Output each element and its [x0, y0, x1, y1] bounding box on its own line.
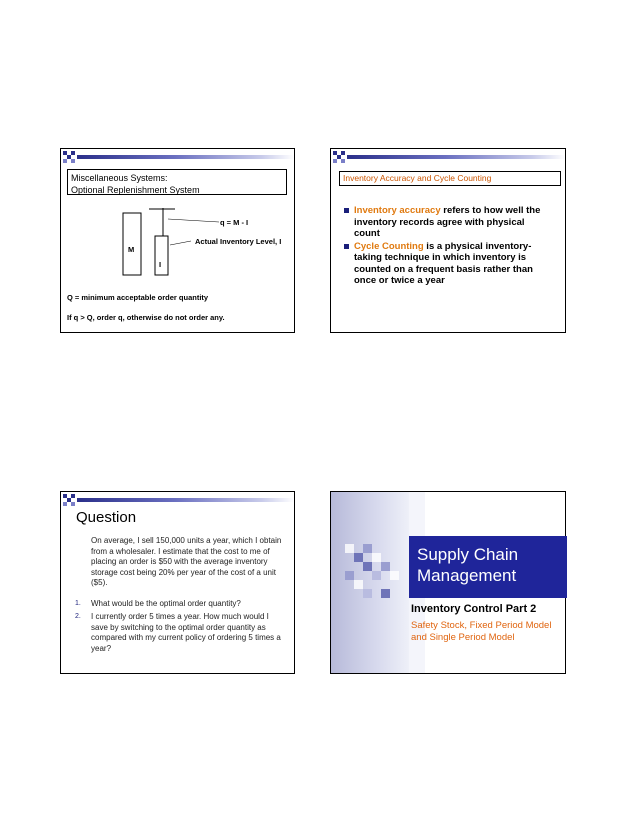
decorative-squares-icon [345, 544, 407, 606]
max-level-bar [123, 213, 141, 275]
slide-title-line2: Optional Replenishment System [71, 185, 200, 195]
presentation-title [417, 544, 518, 586]
bullet-list [343, 205, 553, 288]
bullet-text: is a physical inventory-taking technique in which inventory is counted on a frequent basis rather than once or twice a year [354, 240, 533, 286]
term-cycle-counting: Cycle Counting [354, 240, 424, 252]
term-inventory-accuracy: Inventory accuracy [354, 205, 441, 216]
title-bar [77, 498, 294, 502]
slide-question [60, 491, 295, 674]
title-bar [347, 155, 565, 159]
bullet-cycle-counting [343, 241, 553, 287]
bullet-inventory-accuracy [343, 205, 553, 240]
item-text: What would be the optimal order quantity? [91, 599, 241, 608]
slide-optional-replenishment [60, 148, 295, 333]
slide-title-supply-chain [330, 491, 566, 674]
subtitle: Inventory Control Part 2 [411, 603, 537, 615]
slide-title-line1: Miscellaneous Systems: [71, 173, 168, 183]
subtitle-topics: Safety Stock, Fixed Period Model and Single Period Model [411, 620, 552, 643]
slide-title: Question [76, 509, 137, 526]
label-i: I [159, 260, 162, 269]
title-line1: Supply Chain [417, 545, 519, 564]
item-number: 1. [75, 600, 81, 607]
checker-decoration-icon [333, 151, 347, 165]
title-line2: Management [417, 566, 517, 585]
question-intro: On average, I sell 150,000 units a year, which I obtain from a wholesaler. I estimate that the cost to me of placing an order is $50 with the average inventory storage cost being 20% per year of the cost of a unit ($5). [91, 536, 282, 587]
slide-title: Inventory Accuracy and Cycle Counting [339, 171, 561, 186]
actual-level-bar [155, 236, 168, 275]
item-number: 2. [75, 613, 81, 620]
bullet-text: refers to how well the inventory records agree with physical count [354, 205, 541, 239]
label-actual-inventory: Actual Inventory Level, I [195, 237, 282, 246]
item-text: I currently order 5 times a year. How much would I save by switching to the optimal order quantity as compared with my current policy of ordering 5 times a year? [91, 612, 281, 653]
footer-rule: If q > Q, order q, otherwise do not order any. [67, 313, 225, 322]
footer-definition: Q = minimum acceptable order quantity [67, 293, 209, 302]
slide-inventory-accuracy [330, 148, 566, 333]
checker-decoration-icon [63, 494, 77, 508]
label-m: M [128, 245, 135, 254]
label-q: q = M - I [220, 218, 249, 227]
